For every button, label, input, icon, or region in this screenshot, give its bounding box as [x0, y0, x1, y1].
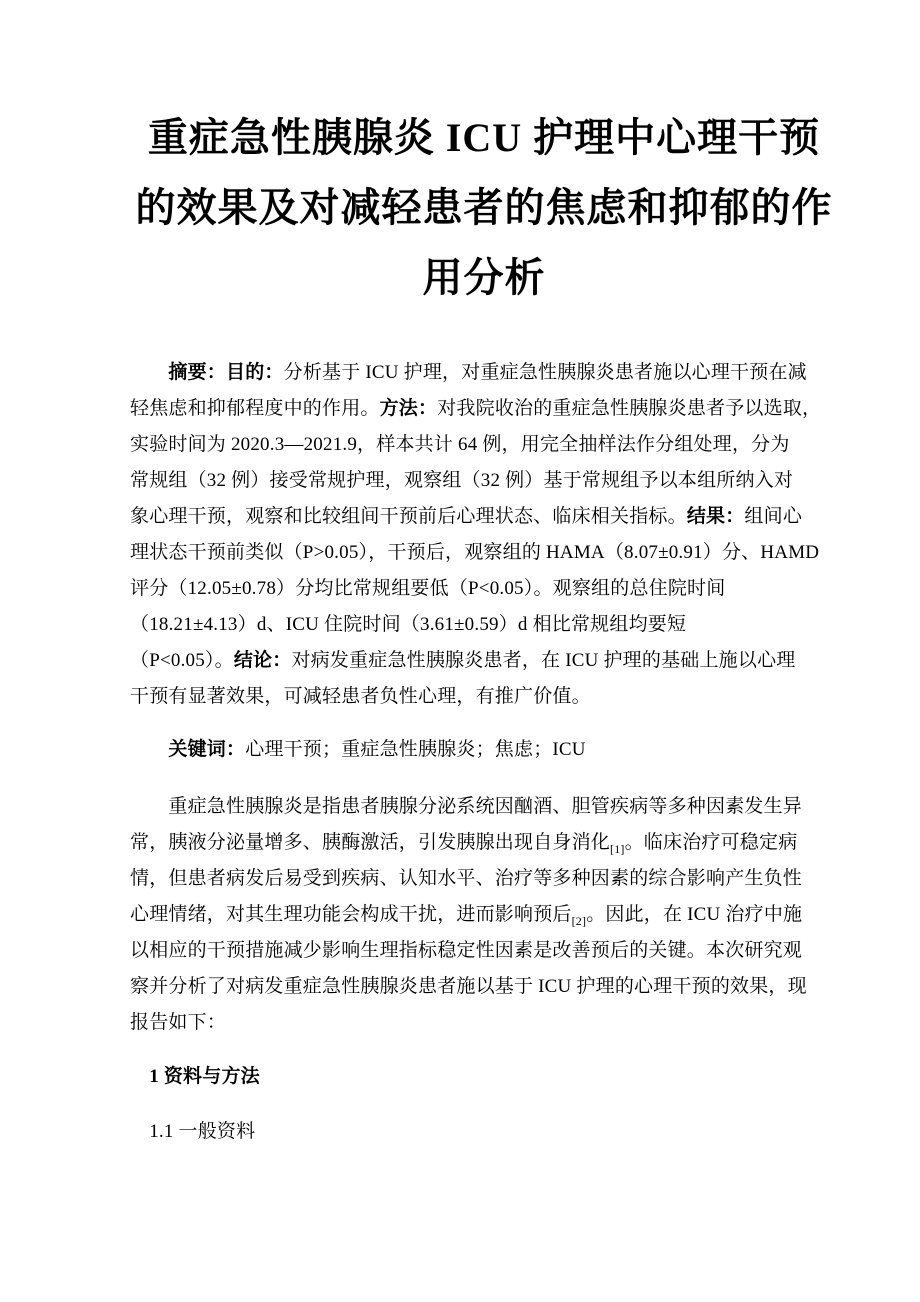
text-line — [130, 243, 838, 313]
text-run: 1.1 一般资料 — [130, 1121, 256, 1142]
text-run: 心理情绪，对其生理功能会构成干扰，进而影响预后 — [130, 904, 572, 925]
section-heading-1 — [130, 1059, 838, 1095]
text-line — [130, 391, 838, 427]
text-run: 心理干预；重症急性胰腺炎；焦虑；ICU — [245, 739, 586, 760]
text-run: 理状态干预前类似（P>0.05），干预后，观察组的 HAMA（8.07±0.91）分、HAMD — [130, 542, 820, 563]
text-line — [130, 499, 838, 535]
text-run: 对病发重症急性胰腺炎患者，在 ICU 护理的基础上施以心理 — [291, 650, 796, 671]
text-run: 报告如下： — [130, 1012, 227, 1033]
text-line — [130, 789, 838, 825]
text-run: 干预有显著效果，可减轻患者负性心理，有推广价值。 — [130, 686, 591, 707]
text-run: 以相应的干预措施减少影响生理指标稳定性因素是改善预后的关键。本次研究观 — [130, 940, 803, 961]
text-run: 对我院收治的重症急性胰腺炎患者予以选取， — [437, 398, 822, 419]
text-run: 组间心 — [744, 506, 803, 527]
text-line — [130, 897, 838, 933]
text-run: 分析基于 ICU 护理，对重症急性胰腺炎患者施以心理干预在减 — [283, 362, 807, 383]
text-line — [130, 861, 838, 897]
text-run: 1 资料与方法 — [130, 1066, 260, 1087]
text-line — [130, 103, 838, 173]
text-run: 方法： — [379, 398, 438, 419]
text-line — [130, 571, 838, 607]
introduction-paragraph — [130, 789, 838, 1041]
text-run: （P<0.05）。 — [130, 650, 234, 671]
text-line — [130, 427, 838, 463]
text-run: 评分（12.05±0.78）分均比常规组要低（P<0.05）。观察组的总住院时间 — [130, 578, 726, 599]
text-run: 实验时间为 2020.3—2021.9，样本共计 64 例，用完全抽样法作分组处理，分为 — [130, 434, 790, 455]
text-line — [130, 1059, 838, 1095]
text-line — [130, 643, 838, 679]
abstract-paragraph — [130, 355, 838, 715]
text-run: 。临床治疗可稳定病 — [624, 832, 798, 853]
keywords-line — [130, 732, 838, 768]
text-run: 重症急性胰腺炎是指患者胰腺分泌系统因酗酒、胆管疾病等多种因素发生异 — [130, 796, 803, 817]
text-line — [130, 463, 838, 499]
text-run: （18.21±4.13）d、ICU 住院时间（3.61±0.59）d 相比常规组均要短 — [130, 614, 687, 635]
text-line — [130, 679, 838, 715]
text-run: 察并分析了对病发重症急性胰腺炎患者施以基于 ICU 护理的心理干预的效果，现 — [130, 976, 807, 997]
subsection-heading-1-1 — [130, 1114, 838, 1150]
text-line — [130, 1114, 838, 1150]
text-line — [130, 825, 838, 861]
paper-title — [130, 103, 838, 313]
text-run: 的效果及对减轻患者的焦虑和抑郁的作 — [135, 185, 833, 230]
text-run: 象心理干预，观察和比较组间干预前后心理状态、临床相关指标。 — [130, 506, 687, 527]
text-line — [130, 969, 838, 1005]
text-run: 常，胰液分泌量增多、胰酶激活，引发胰腺出现自身消化 — [130, 832, 611, 853]
text-run: 。因此，在 ICU 治疗中施 — [586, 904, 803, 925]
text-line — [130, 732, 838, 768]
text-run: 轻焦虑和抑郁程度中的作用。 — [130, 398, 380, 419]
text-run: 关键词： — [130, 739, 246, 760]
reference-marker: [2] — [571, 914, 587, 928]
text-line — [130, 933, 838, 969]
text-line — [130, 607, 838, 643]
reference-marker: [1] — [610, 842, 625, 856]
text-run: 情，但患者病发后易受到疾病、认知水平、治疗等多种因素的综合影响产生负性 — [130, 868, 803, 889]
text-line — [130, 1005, 838, 1041]
text-line — [130, 173, 838, 243]
text-line — [130, 535, 838, 571]
text-run: 目的： — [226, 362, 284, 383]
text-line — [130, 355, 838, 391]
text-run: 结果： — [686, 506, 745, 527]
text-run: 重症急性胰腺炎 ICU 护理中心理干预 — [147, 115, 821, 160]
text-run: 摘要： — [130, 362, 227, 383]
text-run: 常规组（32 例）接受常规护理，观察组（32 例）基于常规组予以本组所纳入对 — [130, 470, 794, 491]
text-run: 结论： — [233, 650, 292, 671]
text-run: 用分析 — [422, 255, 546, 300]
